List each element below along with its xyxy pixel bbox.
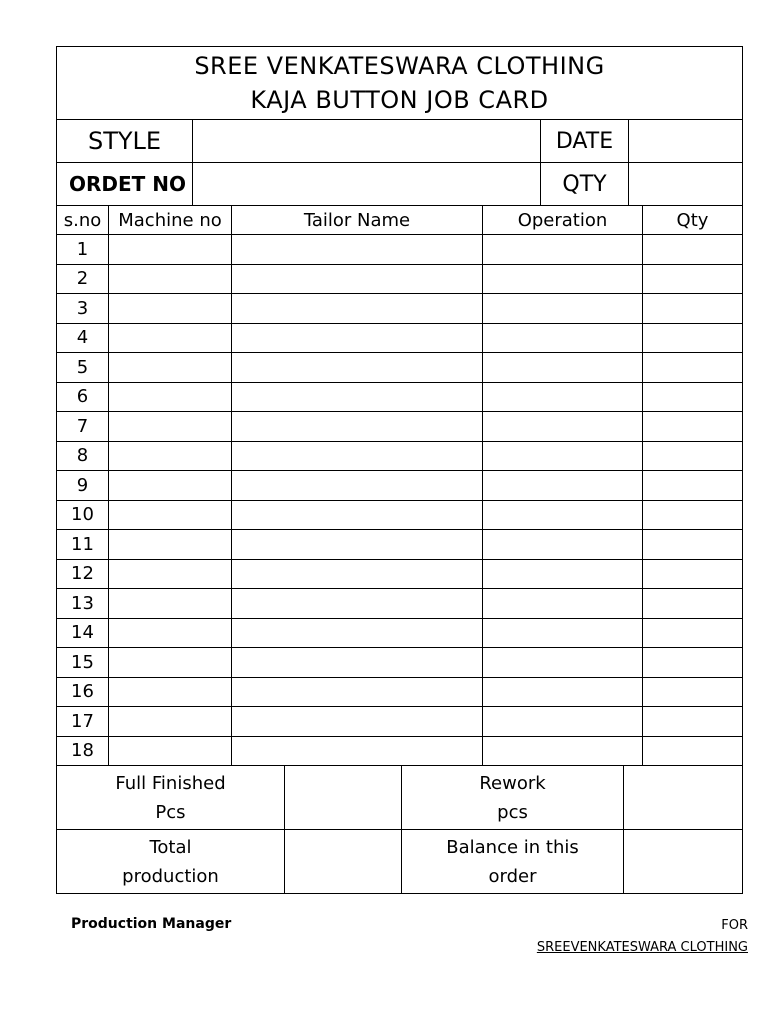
table-row	[57, 618, 743, 648]
row-sno: 2	[57, 264, 109, 294]
operation-cell[interactable]	[483, 382, 643, 412]
rework-line2: pcs	[497, 801, 528, 823]
row-sno: 15	[57, 648, 109, 678]
table-row	[57, 589, 743, 619]
table-row	[57, 471, 743, 501]
qty-cell[interactable]	[643, 382, 743, 412]
table-row	[57, 500, 743, 530]
style-label: STYLE	[57, 120, 193, 163]
machine-no-cell[interactable]	[109, 382, 232, 412]
table-row	[57, 441, 743, 471]
tailor-name-cell[interactable]	[232, 235, 483, 265]
operation-cell[interactable]	[483, 707, 643, 737]
table-row	[57, 707, 743, 737]
operation-cell[interactable]	[483, 264, 643, 294]
table-row	[57, 648, 743, 678]
balance-label	[402, 830, 624, 894]
table-row	[57, 323, 743, 353]
machine-no-cell[interactable]	[109, 530, 232, 560]
tailor-name-cell[interactable]	[232, 500, 483, 530]
table-row	[57, 736, 743, 766]
row-sno: 1	[57, 235, 109, 265]
full-finished-label	[57, 766, 285, 830]
operation-cell[interactable]	[483, 736, 643, 766]
row-sno: 18	[57, 736, 109, 766]
col-header-tailor-name: Tailor Name	[232, 206, 483, 235]
qty-cell[interactable]	[643, 471, 743, 501]
total-line1: Total	[149, 836, 192, 858]
rework-label	[402, 766, 624, 830]
table-row	[57, 530, 743, 560]
qty-cell[interactable]	[643, 323, 743, 353]
col-header-sno: s.no	[57, 206, 109, 235]
summary-table	[56, 765, 743, 894]
date-field[interactable]	[629, 120, 743, 163]
operation-cell[interactable]	[483, 559, 643, 589]
operation-cell[interactable]	[483, 235, 643, 265]
balance-field[interactable]	[624, 830, 743, 894]
company-signature: SREEVENKATESWARA CLOTHING	[536, 940, 748, 955]
col-header-machine-no: Machine no	[109, 206, 232, 235]
total-production-field[interactable]	[285, 830, 402, 894]
tailor-name-cell[interactable]	[232, 294, 483, 324]
table-row	[57, 559, 743, 589]
table-row	[57, 264, 743, 294]
operation-cell[interactable]	[483, 471, 643, 501]
tailor-name-cell[interactable]	[232, 618, 483, 648]
qty-field[interactable]	[629, 163, 743, 206]
row-sno: 4	[57, 323, 109, 353]
full-finished-field[interactable]	[285, 766, 402, 830]
card-title: KAJA BUTTON JOB CARD	[250, 86, 549, 114]
qty-cell[interactable]	[643, 264, 743, 294]
machine-no-cell[interactable]	[109, 500, 232, 530]
tailor-name-cell[interactable]	[232, 353, 483, 383]
row-sno: 12	[57, 559, 109, 589]
machine-no-cell[interactable]	[109, 736, 232, 766]
table-row	[57, 412, 743, 442]
row-sno: 11	[57, 530, 109, 560]
machine-no-cell[interactable]	[109, 559, 232, 589]
row-sno: 9	[57, 471, 109, 501]
machine-no-cell[interactable]	[109, 441, 232, 471]
production-manager-signature: Production Manager	[71, 916, 232, 932]
balance-line2: order	[488, 865, 537, 887]
row-sno: 5	[57, 353, 109, 383]
job-card-header-table	[56, 46, 743, 206]
total-line2: production	[122, 865, 219, 887]
operation-cell[interactable]	[483, 500, 643, 530]
for-label: FOR	[721, 918, 748, 933]
row-sno: 17	[57, 707, 109, 737]
row-sno: 7	[57, 412, 109, 442]
machine-no-cell[interactable]	[109, 294, 232, 324]
qty-cell[interactable]	[643, 500, 743, 530]
order-no-field[interactable]	[193, 163, 541, 206]
operation-cell[interactable]	[483, 589, 643, 619]
job-card	[56, 46, 742, 894]
machine-no-cell[interactable]	[109, 412, 232, 442]
machine-no-cell[interactable]	[109, 707, 232, 737]
qty-label: QTY	[541, 163, 629, 206]
row-sno: 3	[57, 294, 109, 324]
operation-cell[interactable]	[483, 530, 643, 560]
row-sno: 6	[57, 382, 109, 412]
qty-cell[interactable]	[643, 677, 743, 707]
tailor-name-cell[interactable]	[232, 530, 483, 560]
total-production-label	[57, 830, 285, 894]
operation-cell[interactable]	[483, 648, 643, 678]
date-label: DATE	[541, 120, 629, 163]
qty-cell[interactable]	[643, 412, 743, 442]
col-header-qty: Qty	[643, 206, 743, 235]
col-header-operation: Operation	[483, 206, 643, 235]
tailor-name-cell[interactable]	[232, 382, 483, 412]
tailor-name-cell[interactable]	[232, 736, 483, 766]
machine-no-cell[interactable]	[109, 353, 232, 383]
tailor-name-cell[interactable]	[232, 471, 483, 501]
row-sno: 14	[57, 618, 109, 648]
row-sno: 16	[57, 677, 109, 707]
style-field[interactable]	[193, 120, 541, 163]
operation-cell[interactable]	[483, 441, 643, 471]
qty-cell[interactable]	[643, 589, 743, 619]
production-grid	[56, 205, 743, 766]
tailor-name-cell[interactable]	[232, 707, 483, 737]
operation-cell[interactable]	[483, 353, 643, 383]
qty-cell[interactable]	[643, 441, 743, 471]
qty-cell[interactable]	[643, 618, 743, 648]
table-row	[57, 353, 743, 383]
full-finished-line2: Pcs	[155, 801, 186, 823]
machine-no-cell[interactable]	[109, 235, 232, 265]
machine-no-cell[interactable]	[109, 264, 232, 294]
title-cell	[57, 47, 743, 120]
qty-cell[interactable]	[643, 235, 743, 265]
operation-cell[interactable]	[483, 294, 643, 324]
operation-cell[interactable]	[483, 323, 643, 353]
qty-cell[interactable]	[643, 353, 743, 383]
full-finished-line1: Full Finished	[115, 772, 226, 794]
machine-no-cell[interactable]	[109, 648, 232, 678]
table-row	[57, 294, 743, 324]
balance-line1: Balance in this	[446, 836, 579, 858]
tailor-name-cell[interactable]	[232, 264, 483, 294]
qty-cell[interactable]	[643, 648, 743, 678]
operation-cell[interactable]	[483, 618, 643, 648]
tailor-name-cell[interactable]	[232, 677, 483, 707]
machine-no-cell[interactable]	[109, 323, 232, 353]
qty-cell[interactable]	[643, 707, 743, 737]
rework-line1: Rework	[479, 772, 546, 794]
rework-field[interactable]	[624, 766, 743, 830]
qty-cell[interactable]	[643, 530, 743, 560]
tailor-name-cell[interactable]	[232, 559, 483, 589]
table-row	[57, 677, 743, 707]
table-row	[57, 382, 743, 412]
order-no-label: ORDET NO	[57, 163, 193, 206]
machine-no-cell[interactable]	[109, 677, 232, 707]
company-title: SREE VENKATESWARA CLOTHING	[194, 52, 605, 80]
row-sno: 8	[57, 441, 109, 471]
operation-cell[interactable]	[483, 412, 643, 442]
tailor-name-cell[interactable]	[232, 412, 483, 442]
operation-cell[interactable]	[483, 677, 643, 707]
qty-cell[interactable]	[643, 559, 743, 589]
row-sno: 10	[57, 500, 109, 530]
qty-cell[interactable]	[643, 294, 743, 324]
row-sno: 13	[57, 589, 109, 619]
tailor-name-cell[interactable]	[232, 648, 483, 678]
qty-cell[interactable]	[643, 736, 743, 766]
tailor-name-cell[interactable]	[232, 441, 483, 471]
machine-no-cell[interactable]	[109, 618, 232, 648]
machine-no-cell[interactable]	[109, 471, 232, 501]
tailor-name-cell[interactable]	[232, 323, 483, 353]
machine-no-cell[interactable]	[109, 589, 232, 619]
grid-header-row	[57, 206, 743, 235]
table-row	[57, 235, 743, 265]
tailor-name-cell[interactable]	[232, 589, 483, 619]
